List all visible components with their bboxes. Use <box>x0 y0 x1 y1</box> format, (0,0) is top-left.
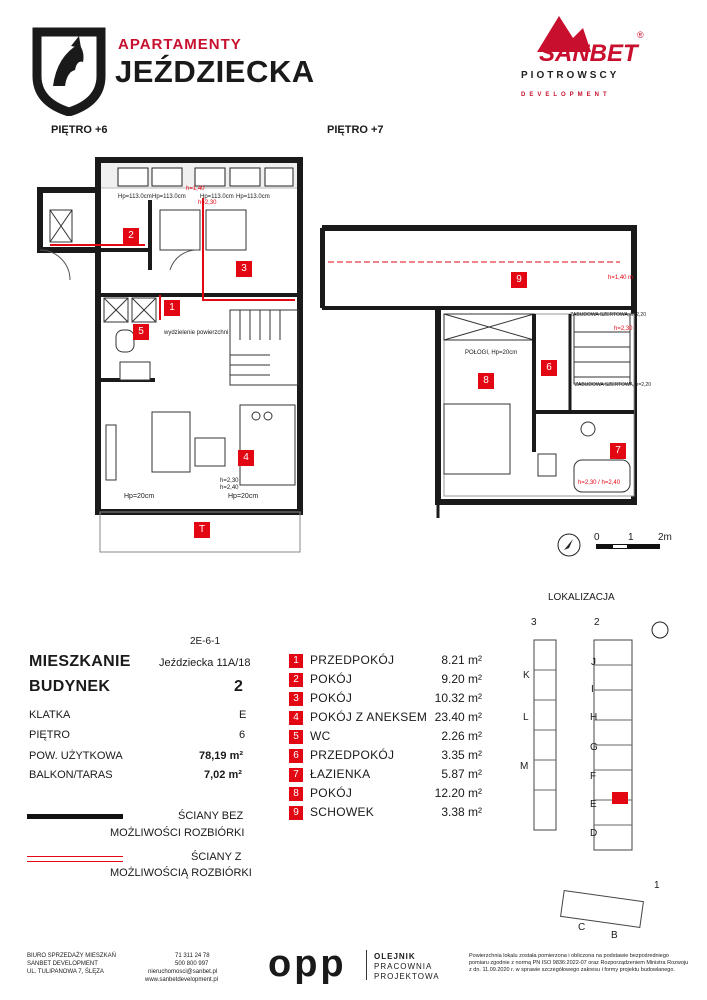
room-num-5: 5 <box>289 730 303 744</box>
plan-room-7: 7 <box>610 443 626 459</box>
legend-movable-wall-line <box>27 856 123 862</box>
legend-fixed-1: ŚCIANY BEZ <box>178 810 244 822</box>
plan-room-6: 6 <box>541 360 557 376</box>
room-area-4: 23.40 m² <box>434 710 482 724</box>
sanbet-tag: DEVELOPMENT <box>521 92 611 98</box>
olejnik-divider <box>366 950 367 980</box>
info-label-pietro: PIĘTRO <box>29 729 70 741</box>
loc-letter-B: B <box>611 930 618 941</box>
olejnik-line-3: PROJEKTOWA <box>374 972 440 981</box>
loc-letter-C: C <box>578 922 586 933</box>
room-num-7: 7 <box>289 768 303 782</box>
loc-letter-G: G <box>590 742 598 753</box>
room-name-3: POKÓJ <box>310 691 353 705</box>
hp-label-1: Hp=113.0cm <box>118 194 152 200</box>
room-area-6: 3.35 m² <box>441 748 482 762</box>
room-area-7: 5.87 m² <box>441 767 482 781</box>
h-right-label: h=1,40 m <box>608 275 634 281</box>
floor-right-label: PIĘTRO +7 <box>327 124 384 136</box>
room-name-6: PRZEDPOKÓJ <box>310 748 395 762</box>
room-num-6: 6 <box>289 749 303 763</box>
room-name-2: POKÓJ <box>310 672 353 686</box>
location-building-3: 3 <box>531 617 537 628</box>
room-area-9: 3.38 m² <box>441 805 482 819</box>
loc-letter-I: I <box>591 684 594 695</box>
hp-bed-label: POŁOGI, Hp=20cm <box>465 350 518 356</box>
right-note-2: ZABUDOWA SZERTOWA, h=2,20 <box>575 382 651 388</box>
room-num-3: 3 <box>289 692 303 706</box>
footer-office-2: SANBET DEVELOPMENT <box>27 961 98 967</box>
floor-plan-left <box>20 150 320 560</box>
h-right-label-3: h=2,30 / h=2,40 <box>578 480 621 486</box>
building-value: 2 <box>234 678 244 695</box>
h-label-230: h=2,30 <box>198 200 217 206</box>
hp-label-4: Hp=113.0cm <box>236 194 270 200</box>
floor-plan-right <box>320 222 640 522</box>
sanbet-logo <box>519 14 659 104</box>
loc-letter-H: H <box>590 712 598 723</box>
location-title: LOKALIZACJA <box>548 592 615 603</box>
plan-room-3: 3 <box>236 261 252 277</box>
apartment-address: Jeździecka 11A/18 <box>159 657 251 669</box>
room-num-1: 1 <box>289 654 303 668</box>
loc-letter-F: F <box>590 771 597 782</box>
horse-shield-icon <box>27 26 107 116</box>
info-value-balcony: 7,02 m² <box>204 769 242 781</box>
location-map <box>520 630 650 930</box>
legend-movable-2: MOŻLIWOŚCIĄ ROZBIÓRKI <box>110 867 252 879</box>
location-building-2: 2 <box>594 617 600 628</box>
apartment-code: 2E-6-1 <box>190 636 221 647</box>
room-area-1: 8.21 m² <box>441 653 482 667</box>
scale-0: 0 <box>594 532 600 543</box>
scale-bar <box>596 544 662 550</box>
location-compass-icon <box>650 620 670 640</box>
brand-logo <box>27 26 107 116</box>
loc-letter-M: M <box>520 761 529 772</box>
room-num-9: 9 <box>289 806 303 820</box>
h-label-140: h=1,40 <box>186 186 205 192</box>
room-num-8: 8 <box>289 787 303 801</box>
room-name-7: ŁAZIENKA <box>310 767 371 781</box>
scale-2: 2m <box>658 532 672 543</box>
right-note-1: ZABUDOWA SZERTOWA, h=2,20 <box>570 312 646 318</box>
info-label-area: POW. UŻYTKOWA <box>29 750 123 762</box>
brand-line1: APARTAMENTY <box>118 36 242 53</box>
hp20-label-b: Hp=20cm <box>228 493 259 500</box>
sanbet-name: SANBET <box>539 40 638 67</box>
hp20-label-a: Hp=20cm <box>124 493 155 500</box>
room-name-8: POKÓJ <box>310 786 353 800</box>
loc-letter-L: L <box>523 712 529 723</box>
loc-letter-E: E <box>590 799 597 810</box>
opp-logo: opp <box>268 943 347 985</box>
plan-room-9: 9 <box>511 272 527 288</box>
building-label: BUDYNEK <box>29 678 111 695</box>
loc-letter-K: K <box>523 670 530 681</box>
olejnik-line-2: PRACOWNIA <box>374 962 433 971</box>
olejnik-line-1: OLEJNIK <box>374 952 416 961</box>
legend-fixed-wall-line <box>27 814 123 819</box>
plan-terrace: T <box>194 522 210 538</box>
window-note: wydzielenie powierzchni <box>164 330 229 336</box>
footer-disclaimer: Powierzchnia lokalu została pomierzona i obliczona na podstawie bezpośredniego pomiaru zgodnie z normą PN ISO 9836:2022-07 oraz Rozporządzeniem Ministra Rozwoju z dn. 11.09.2020 r. w sprawie szczegółowego zakresu i formy projektu budowlanego. <box>469 953 689 973</box>
footer-phone-2[interactable]: 500 800 997 <box>175 961 209 967</box>
h-label-2-30: h=2,30 <box>220 478 239 484</box>
room-name-5: WC <box>310 729 331 743</box>
info-label-klatka: KLATKA <box>29 709 71 721</box>
footer-phone-1[interactable]: 71 311 24 78 <box>175 953 210 959</box>
info-value-pietro: 6 <box>239 729 246 741</box>
apartment-title: MIESZKANIE <box>29 653 131 670</box>
info-value-klatka: E <box>239 709 247 721</box>
footer-office-3: UL. TULIPANOWA 7, ŚLĘZA <box>27 969 104 975</box>
hp-label-2: Hp=113.0cm <box>152 194 186 200</box>
room-num-4: 4 <box>289 711 303 725</box>
brand-line2: JEŹDZIECKA <box>115 54 315 89</box>
info-label-balcony: BALKON/TARAS <box>29 769 113 781</box>
loc-letter-D: D <box>590 828 598 839</box>
room-area-2: 9.20 m² <box>441 672 482 686</box>
floor-left-label: PIĘTRO +6 <box>51 124 108 136</box>
room-name-9: SCHOWEK <box>310 805 375 819</box>
compass-icon <box>556 532 582 558</box>
room-area-3: 10.32 m² <box>434 691 482 705</box>
plan-room-5: 5 <box>133 324 149 340</box>
room-name-1: PRZEDPOKÓJ <box>310 653 395 667</box>
room-area-8: 12.20 m² <box>434 786 482 800</box>
footer-office-1: BIURO SPRZEDAŻY MIESZKAŃ <box>27 953 116 959</box>
hp-label-3: Hp=113.0cm <box>200 194 234 200</box>
info-value-area: 78,19 m² <box>199 750 244 762</box>
registered-mark: ® <box>637 30 644 40</box>
h-right-label-2: h=2,30 <box>614 326 633 332</box>
legend-fixed-2: MOŻLIWOŚCI ROZBIÓRKI <box>110 827 245 839</box>
scale-1: 1 <box>628 532 634 543</box>
footer-email[interactable]: nieruchomosci@sanbet.pl <box>148 969 218 975</box>
room-area-5: 2.26 m² <box>441 729 482 743</box>
room-name-4: POKÓJ Z ANEKSEM <box>310 710 428 724</box>
loc-letter-J: J <box>591 657 596 668</box>
footer-web[interactable]: www.sanbetdevelopment.pl <box>145 977 219 983</box>
plan-room-8: 8 <box>478 373 494 389</box>
h-label-2-40: h=2,40 <box>220 485 239 491</box>
plan-room-1: 1 <box>164 300 180 316</box>
location-building-1: 1 <box>654 880 660 891</box>
room-num-2: 2 <box>289 673 303 687</box>
sanbet-sub: PIOTROWSCY <box>521 70 620 81</box>
plan-room-4: 4 <box>238 450 254 466</box>
plan-room-2: 2 <box>123 228 139 244</box>
legend-movable-1: ŚCIANY Z <box>191 851 242 863</box>
